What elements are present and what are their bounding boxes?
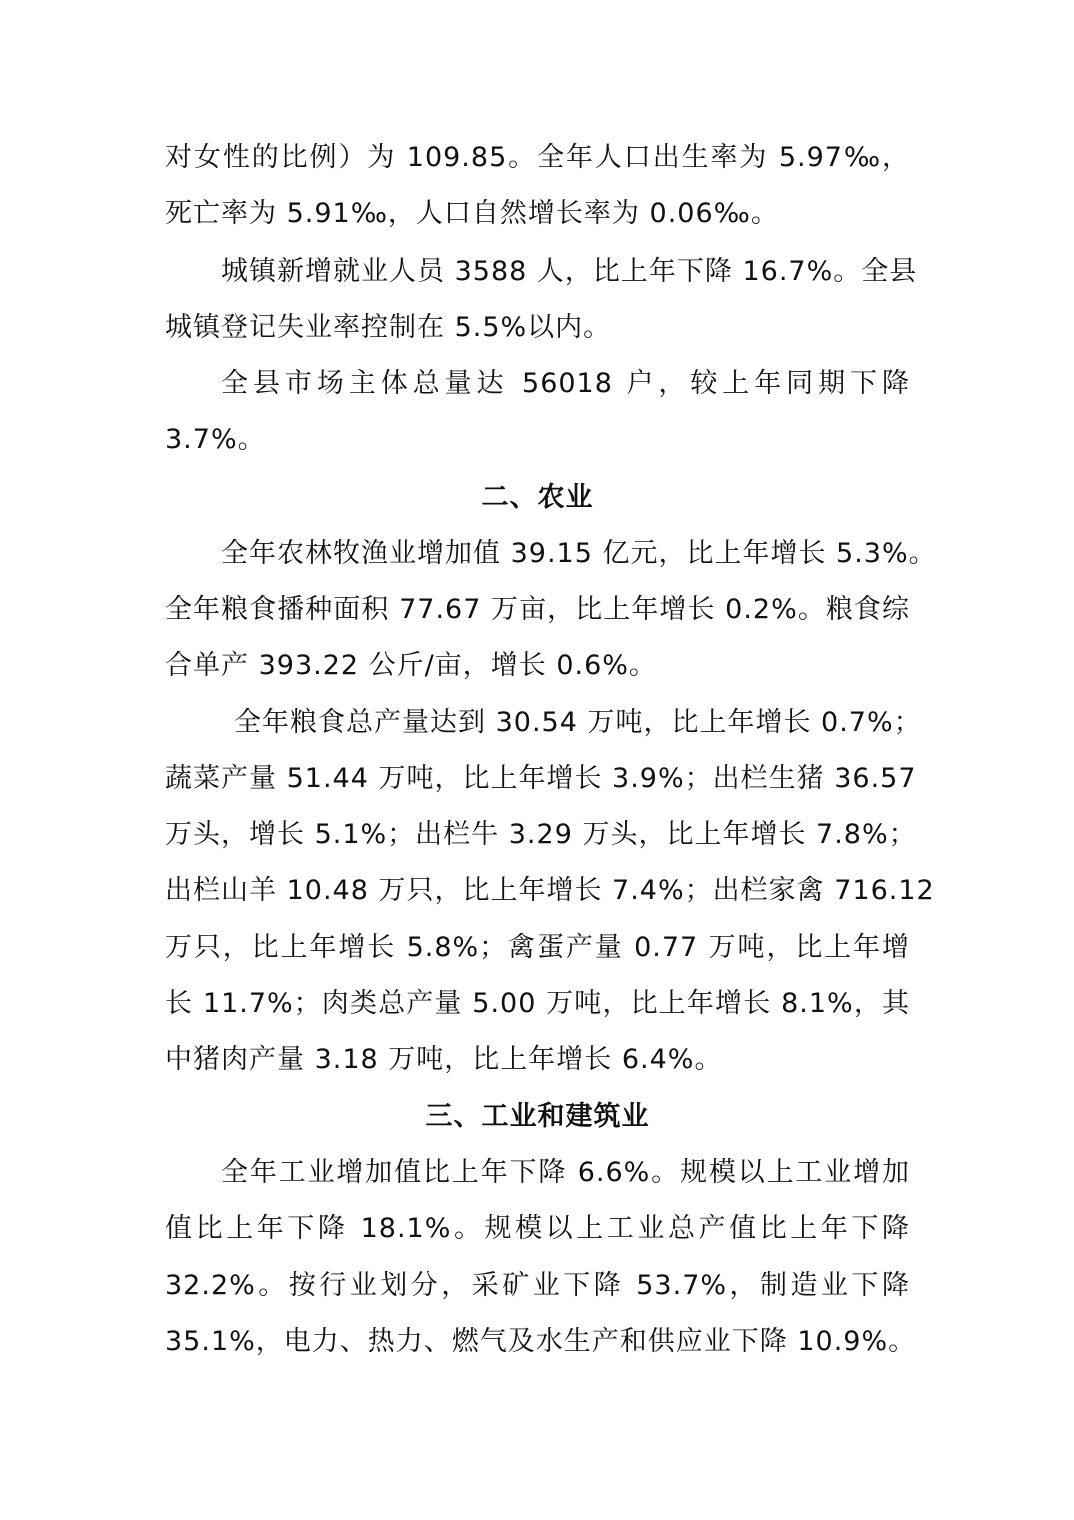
text-line: 城镇登记失业率控制在 5.5%以内。 xyxy=(165,312,612,343)
text-line: 万只，比上年增长 5.8%；禽蛋产量 0.77 万吨，比上年增 xyxy=(165,932,910,963)
text-line: 全年工业增加值比上年下降 6.6%。规模以上工业增加 xyxy=(221,1157,910,1188)
text-line: 全年粮食总产量达到 30.54 万吨，比上年增长 0.7%； xyxy=(234,707,922,738)
text-line: 全县市场主体总量达 56018 户，较上年同期下降 xyxy=(221,368,910,399)
text-line: 城镇新增就业人员 3588 人，比上年下降 16.7%。全县 xyxy=(221,256,918,287)
text-line: 死亡率为 5.91‰，人口自然增长率为 0.06‰。 xyxy=(165,198,779,229)
text-line: 万头，增长 5.1%；出栏牛 3.29 万头，比上年增长 7.8%； xyxy=(165,819,917,850)
text-line: 35.1%，电力、热力、燃气及水生产和供应业下降 10.9%。 xyxy=(165,1326,917,1357)
text-line: 3.7%。 xyxy=(165,424,266,455)
text-line: 全年农林牧渔业增加值 39.15 亿元，比上年增长 5.3%。 xyxy=(221,538,937,569)
text-line: 对女性的比例）为 109.85。全年人口出生率为 5.97‰， xyxy=(165,142,910,173)
text-line: 蔬菜产量 51.44 万吨，比上年增长 3.9%；出栏生猪 36.57 xyxy=(165,763,917,794)
text-line: 全年粮食播种面积 77.67 万亩，比上年增长 0.2%。粮食综 xyxy=(165,594,910,625)
text-line: 合单产 393.22 公斤/亩，增长 0.6%。 xyxy=(165,650,657,681)
text-line: 值比上年下降 18.1%。规模以上工业总产值比上年下降 xyxy=(165,1213,910,1244)
text-line: 32.2%。按行业划分，采矿业下降 53.7%，制造业下降 xyxy=(165,1270,910,1301)
text-line: 中猪肉产量 3.18 万吨，比上年增长 6.4%。 xyxy=(165,1044,723,1075)
section-heading-industry-construction: 三、工业和建筑业 xyxy=(425,1101,650,1132)
text-line: 出栏山羊 10.48 万只，比上年增长 7.4%；出栏家禽 716.12 xyxy=(165,875,935,906)
section-heading-agriculture: 二、农业 xyxy=(481,482,594,513)
text-line: 长 11.7%；肉类总产量 5.00 万吨，比上年增长 8.1%，其 xyxy=(165,988,910,1019)
